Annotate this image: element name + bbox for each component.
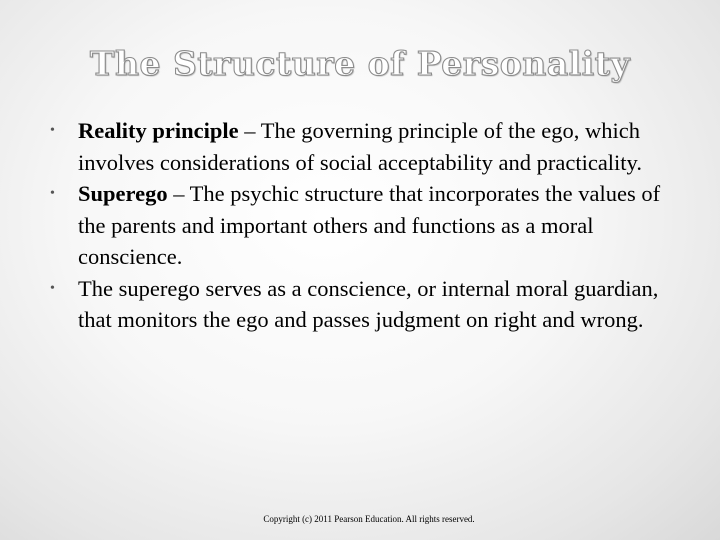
slide-title: The Structure of Personality (89, 44, 631, 83)
copyright-footer: Copyright (c) 2011 Pearson Education. All rights reserved. (263, 514, 475, 524)
bullet-icon: • (50, 186, 55, 201)
bullet-item-superego-conscience (50, 273, 690, 336)
bullet-term: Superego (78, 181, 168, 206)
bullet-icon: • (50, 123, 55, 138)
bullet-icon: • (50, 280, 55, 296)
bullet-item-reality-principle (50, 115, 690, 178)
bullet-text: The superego serves as a conscience, or internal moral guardian, that monitors the ego and passes judgment on right and wrong. (78, 275, 659, 332)
bullet-list (50, 115, 690, 336)
bullet-item-superego (50, 178, 690, 273)
bullet-text: – The governing principle of the ego, which involves considerations of social acceptability and practicality. (78, 118, 642, 175)
bullet-term: Reality principle (78, 118, 239, 143)
bullet-text: – The psychic structure that incorporates the values of the parents and important others and functions as a moral conscience. (78, 181, 661, 269)
